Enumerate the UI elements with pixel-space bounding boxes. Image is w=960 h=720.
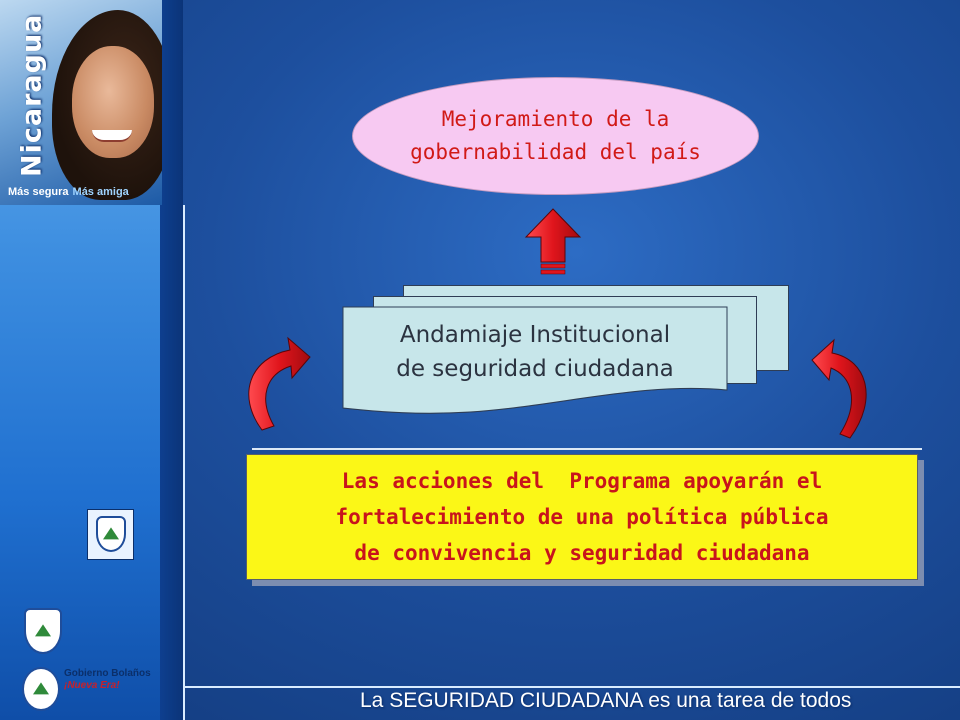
actions-line-1: Las acciones del Programa apoyarán el [341, 469, 823, 493]
actions-line-2: fortalecimiento de una política pública [335, 505, 829, 529]
framework-line-2: de seguridad ciudadana [396, 356, 674, 382]
goal-line-1: Mejoramiento de la [441, 107, 670, 131]
government-slogan: ¡Nueva Era! [64, 680, 120, 691]
actions-box [246, 454, 918, 580]
slogan-part-2: Más amiga [72, 186, 129, 198]
framework-text [343, 318, 727, 386]
country-title: Nicaragua [16, 13, 48, 177]
actions-line-3: de convivencia y seguridad ciudadana [354, 541, 810, 565]
goal-line-2: gobernabilidad del país [410, 140, 701, 164]
actions-top-line [252, 448, 922, 450]
framework-line-1: Andamiaje Institucional [399, 322, 671, 348]
government-name: Gobierno Bolaños [64, 668, 151, 679]
footer-tagline: La SEGURIDAD CIUDADANA es una tarea de todos [360, 689, 852, 712]
slogan-part-1: Más segura [8, 186, 69, 198]
